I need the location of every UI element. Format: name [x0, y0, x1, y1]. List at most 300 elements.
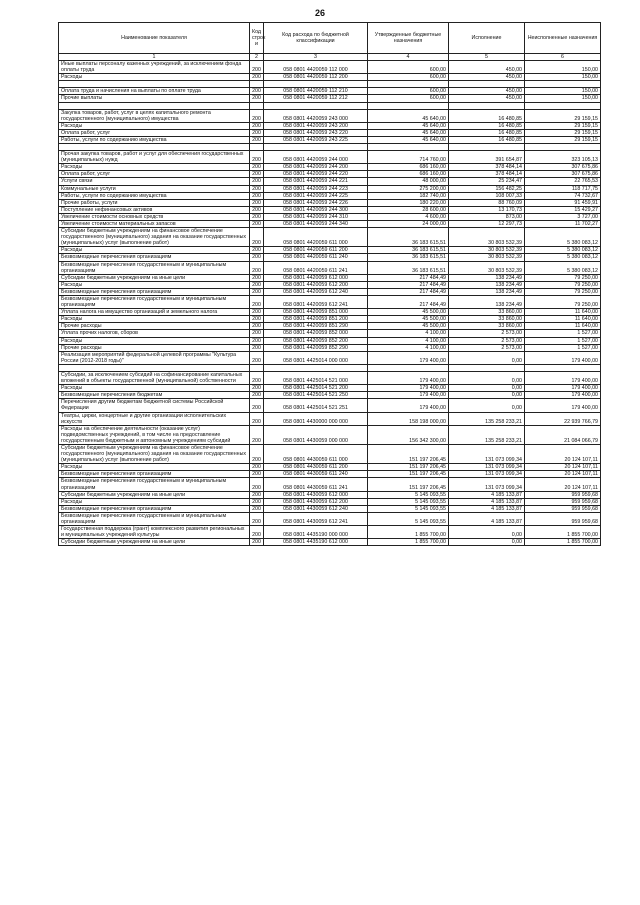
- indicator-name-cell: Безвозмездные перечисления организациям: [59, 471, 250, 478]
- indicator-name-cell: Расходы: [59, 247, 250, 254]
- expense-code-cell: 058 0801 4420059 244 226: [264, 199, 368, 206]
- table-row: [59, 74, 601, 81]
- executed-amount-cell: 138 234,49: [449, 288, 525, 295]
- line-code-cell: 200: [250, 491, 264, 498]
- table-row: [59, 491, 601, 498]
- line-code-cell: 200: [250, 74, 264, 81]
- line-code-cell: 200: [250, 512, 264, 525]
- indicator-name-cell: Расходы: [59, 385, 250, 392]
- unexecuted-amount-cell: 29 159,15: [525, 122, 601, 129]
- unexecuted-amount-cell: [525, 102, 601, 109]
- table-row: [59, 254, 601, 261]
- table-row: [59, 309, 601, 316]
- expense-code-cell: 058 0801 4430059 611 241: [264, 478, 368, 491]
- table-row: [59, 122, 601, 129]
- indicator-name-cell: Прочие расходы: [59, 344, 250, 351]
- indicator-name-cell: Субсидии бюджетным учреждениям на иные цели: [59, 539, 250, 546]
- table-row: [59, 144, 601, 151]
- expense-code-cell: 058 0801 4420059 243 200: [264, 122, 368, 129]
- table-row: [59, 392, 601, 399]
- indicator-name-cell: Расходы: [59, 74, 250, 81]
- table-row: [59, 274, 601, 281]
- approved-amount-cell: 179 400,00: [368, 351, 449, 364]
- indicator-name-cell: Расходы: [59, 464, 250, 471]
- expense-code-cell: 058 0801 4425014 521 250: [264, 392, 368, 399]
- executed-amount-cell: 450,00: [449, 95, 525, 102]
- unexecuted-amount-cell: 29 159,15: [525, 109, 601, 122]
- expense-code-cell: 058 0801 4420059 112 000: [264, 61, 368, 74]
- page-number: 26: [314, 8, 325, 18]
- expense-code-cell: 058 0801 4420059 112 212: [264, 95, 368, 102]
- line-code-cell: 200: [250, 344, 264, 351]
- approved-amount-cell: 28 600,00: [368, 206, 449, 213]
- approved-amount-cell: 179 400,00: [368, 385, 449, 392]
- line-code-cell: 200: [250, 185, 264, 192]
- executed-amount-cell: 450,00: [449, 88, 525, 95]
- line-code-cell: 200: [250, 471, 264, 478]
- expense-code-cell: 058 0801 4420059 612 000: [264, 274, 368, 281]
- line-code-cell: 200: [250, 220, 264, 227]
- unexecuted-amount-cell: 22 939 766,79: [525, 412, 601, 425]
- approved-amount-cell: 45 500,00: [368, 323, 449, 330]
- unexecuted-amount-cell: 118 717,75: [525, 185, 601, 192]
- table-row: [59, 228, 601, 247]
- executed-amount-cell: 131 073 099,34: [449, 444, 525, 463]
- approved-amount-cell: 4 600,00: [368, 213, 449, 220]
- column-number: 4: [368, 54, 449, 61]
- expense-code-cell: 058 0801 4425014 000 000: [264, 351, 368, 364]
- table-row: [59, 95, 601, 102]
- expense-code-cell: 058 0801 4430059 611 000: [264, 444, 368, 463]
- expense-code-cell: 058 0801 4420059 852 200: [264, 337, 368, 344]
- approved-amount-cell: 275 200,00: [368, 185, 449, 192]
- table-row: [59, 364, 601, 371]
- executed-amount-cell: 0,00: [449, 371, 525, 384]
- unexecuted-amount-cell: 1 527,00: [525, 344, 601, 351]
- expense-code-cell: 058 0801 4420059 112 200: [264, 74, 368, 81]
- unexecuted-amount-cell: 5 380 083,12: [525, 228, 601, 247]
- unexecuted-amount-cell: 22 765,53: [525, 178, 601, 185]
- unexecuted-amount-cell: 15 429,27: [525, 206, 601, 213]
- unexecuted-amount-cell: 74 732,67: [525, 192, 601, 199]
- header-line-code: Код строк и: [250, 23, 264, 54]
- executed-amount-cell: 30 803 532,39: [449, 228, 525, 247]
- unexecuted-amount-cell: 1 855 700,00: [525, 539, 601, 546]
- executed-amount-cell: 873,00: [449, 213, 525, 220]
- header-expense-code: Код расхода по бюджетной классификации: [264, 23, 368, 54]
- unexecuted-amount-cell: [525, 81, 601, 88]
- table-row: [59, 136, 601, 143]
- approved-amount-cell: 600,00: [368, 95, 449, 102]
- approved-amount-cell: 45 640,00: [368, 136, 449, 143]
- unexecuted-amount-cell: 20 124 107,11: [525, 471, 601, 478]
- approved-amount-cell: 714 760,00: [368, 151, 449, 164]
- indicator-name-cell: Уплата прочих налогов, сборов: [59, 330, 250, 337]
- header-indicator-name: Наименование показателя: [59, 23, 250, 54]
- executed-amount-cell: 378 484,14: [449, 171, 525, 178]
- approved-amount-cell: 45 640,00: [368, 109, 449, 122]
- table-row: [59, 425, 601, 444]
- header-executed: Исполнение: [449, 23, 525, 54]
- approved-amount-cell: 600,00: [368, 61, 449, 74]
- line-code-cell: [250, 102, 264, 109]
- indicator-name-cell: Оплата труда и начисления на выплаты по оплате труда: [59, 88, 250, 95]
- approved-amount-cell: 156 342 300,00: [368, 425, 449, 444]
- indicator-name-cell: [59, 102, 250, 109]
- table-row: [59, 344, 601, 351]
- executed-amount-cell: 2 573,00: [449, 337, 525, 344]
- table-row: [59, 337, 601, 344]
- table-row: [59, 288, 601, 295]
- unexecuted-amount-cell: 179 400,00: [525, 385, 601, 392]
- approved-amount-cell: 686 160,00: [368, 164, 449, 171]
- executed-amount-cell: 131 073 099,34: [449, 478, 525, 491]
- approved-amount-cell: 600,00: [368, 88, 449, 95]
- indicator-name-cell: Иные выплаты персоналу казенных учреждений, за исключением фонда оплаты труда: [59, 61, 250, 74]
- executed-amount-cell: 0,00: [449, 399, 525, 412]
- table-row: [59, 351, 601, 364]
- line-code-cell: 200: [250, 88, 264, 95]
- indicator-name-cell: Реализация мероприятий федеральной целевой программы "Культура России (2012-2018 годы)": [59, 351, 250, 364]
- indicator-name-cell: Поступление нефинансовых активов: [59, 206, 250, 213]
- approved-amount-cell: 151 197 206,45: [368, 464, 449, 471]
- executed-amount-cell: 16 480,85: [449, 136, 525, 143]
- expense-code-cell: 058 0801 4425014 521 200: [264, 385, 368, 392]
- approved-amount-cell: 45 500,00: [368, 309, 449, 316]
- line-code-cell: [250, 81, 264, 88]
- approved-amount-cell: 179 400,00: [368, 399, 449, 412]
- indicator-name-cell: Расходы: [59, 164, 250, 171]
- indicator-name-cell: Безвозмездные перечисления организациям: [59, 288, 250, 295]
- unexecuted-amount-cell: 150,00: [525, 88, 601, 95]
- unexecuted-amount-cell: 150,00: [525, 74, 601, 81]
- expense-code-cell: 058 0801 4430059 612 240: [264, 505, 368, 512]
- line-code-cell: 200: [250, 109, 264, 122]
- table-row: [59, 109, 601, 122]
- line-code-cell: 200: [250, 178, 264, 185]
- approved-amount-cell: 45 500,00: [368, 316, 449, 323]
- executed-amount-cell: 30 803 532,39: [449, 261, 525, 274]
- unexecuted-amount-cell: 29 159,15: [525, 136, 601, 143]
- line-code-cell: 200: [250, 316, 264, 323]
- expense-code-cell: 058 0801 4430059 611 240: [264, 471, 368, 478]
- table-row: [59, 385, 601, 392]
- executed-amount-cell: 4 185 133,87: [449, 512, 525, 525]
- column-number: 6: [525, 54, 601, 61]
- line-code-cell: 200: [250, 122, 264, 129]
- indicator-name-cell: [59, 81, 250, 88]
- executed-amount-cell: 135 258 233,21: [449, 412, 525, 425]
- line-code-cell: 200: [250, 151, 264, 164]
- indicator-name-cell: Расходы: [59, 498, 250, 505]
- executed-amount-cell: 33 860,00: [449, 316, 525, 323]
- line-code-cell: 200: [250, 323, 264, 330]
- expense-code-cell: 058 0801 4420059 243 000: [264, 109, 368, 122]
- indicator-name-cell: Закупка товаров, работ, услуг в целях капитального ремонта государственного (муниципального) имущества: [59, 109, 250, 122]
- approved-amount-cell: 151 197 206,45: [368, 444, 449, 463]
- indicator-name-cell: Расходы: [59, 122, 250, 129]
- approved-amount-cell: 151 197 206,45: [368, 471, 449, 478]
- approved-amount-cell: 1 855 700,00: [368, 539, 449, 546]
- indicator-name-cell: Расходы: [59, 316, 250, 323]
- table-row: [59, 323, 601, 330]
- expense-code-cell: 058 0801 4420059 852 000: [264, 330, 368, 337]
- expense-code-cell: 058 0801 4420059 244 223: [264, 185, 368, 192]
- approved-amount-cell: [368, 144, 449, 151]
- indicator-name-cell: Расходы на обеспечение деятельности (оказание услуг) подведомственных учреждений, в том числе на предоставление государственным бюджетным и автономным учреждениям субсидий: [59, 425, 250, 444]
- executed-amount-cell: 13 170,73: [449, 206, 525, 213]
- table-row: [59, 151, 601, 164]
- expense-code-cell: 058 0801 4420059 611 200: [264, 247, 368, 254]
- expense-code-cell: 058 0801 4420059 244 300: [264, 206, 368, 213]
- executed-amount-cell: 30 803 532,39: [449, 254, 525, 261]
- table-row: [59, 478, 601, 491]
- expense-code-cell: 058 0801 4420059 244 225: [264, 192, 368, 199]
- line-code-cell: 200: [250, 261, 264, 274]
- approved-amount-cell: 5 145 093,55: [368, 498, 449, 505]
- indicator-name-cell: Субсидии бюджетным учреждениям на иные цели: [59, 491, 250, 498]
- approved-amount-cell: 5 145 093,55: [368, 491, 449, 498]
- approved-amount-cell: 179 400,00: [368, 371, 449, 384]
- executed-amount-cell: [449, 364, 525, 371]
- table-row: [59, 220, 601, 227]
- expense-code-cell: 058 0801 4420059 611 241: [264, 261, 368, 274]
- executed-amount-cell: 108 007,33: [449, 192, 525, 199]
- expense-code-cell: 058 0801 4420059 611 240: [264, 254, 368, 261]
- expense-code-cell: 058 0801 4420059 244 200: [264, 164, 368, 171]
- line-code-cell: 200: [250, 164, 264, 171]
- line-code-cell: 200: [250, 61, 264, 74]
- unexecuted-amount-cell: 21 084 066,79: [525, 425, 601, 444]
- line-code-cell: 200: [250, 95, 264, 102]
- executed-amount-cell: 0,00: [449, 526, 525, 539]
- expense-code-cell: 058 0801 4430059 612 241: [264, 512, 368, 525]
- indicator-name-cell: Расходы: [59, 281, 250, 288]
- executed-amount-cell: 135 258 233,21: [449, 425, 525, 444]
- indicator-name-cell: Расходы: [59, 337, 250, 344]
- unexecuted-amount-cell: 179 400,00: [525, 399, 601, 412]
- expense-code-cell: 058 0801 4430059 611 200: [264, 464, 368, 471]
- column-number: 1: [59, 54, 250, 61]
- executed-amount-cell: 0,00: [449, 385, 525, 392]
- line-code-cell: 200: [250, 296, 264, 309]
- expense-code-cell: 058 0801 4430059 000 000: [264, 425, 368, 444]
- line-code-cell: 200: [250, 228, 264, 247]
- approved-amount-cell: 217 484,49: [368, 274, 449, 281]
- table-row: [59, 526, 601, 539]
- approved-amount-cell: 217 484,49: [368, 288, 449, 295]
- table-row: [59, 213, 601, 220]
- expense-code-cell: 058 0801 4420059 112 210: [264, 88, 368, 95]
- table-row: [59, 185, 601, 192]
- line-code-cell: 200: [250, 213, 264, 220]
- expense-code-cell: 058 0801 4435190 000 000: [264, 526, 368, 539]
- table-row: [59, 88, 601, 95]
- expense-code-cell: 058 0801 4420059 612 200: [264, 281, 368, 288]
- approved-amount-cell: 4 100,00: [368, 330, 449, 337]
- expense-code-cell: 058 0801 4435190 612 000: [264, 539, 368, 546]
- executed-amount-cell: 138 234,49: [449, 296, 525, 309]
- line-code-cell: 200: [250, 412, 264, 425]
- expense-code-cell: 058 0801 4425014 521 000: [264, 371, 368, 384]
- approved-amount-cell: 4 100,00: [368, 344, 449, 351]
- column-number: 5: [449, 54, 525, 61]
- expense-code-cell: 058 0801 4420059 612 241: [264, 296, 368, 309]
- approved-amount-cell: 4 100,00: [368, 337, 449, 344]
- table-row: [59, 81, 601, 88]
- table-row: [59, 61, 601, 74]
- indicator-name-cell: Прочая закупка товаров, работ и услуг для обеспечения государственных (муниципальных) нужд: [59, 151, 250, 164]
- expense-code-cell: 058 0801 4420059 851 290: [264, 323, 368, 330]
- line-code-cell: 200: [250, 136, 264, 143]
- table-row: [59, 512, 601, 525]
- approved-amount-cell: 217 484,49: [368, 296, 449, 309]
- approved-amount-cell: 45 640,00: [368, 122, 449, 129]
- expense-code-cell: 058 0801 4420059 244 000: [264, 151, 368, 164]
- expense-code-cell: 058 0801 4420059 612 240: [264, 288, 368, 295]
- line-code-cell: 200: [250, 199, 264, 206]
- executed-amount-cell: 0,00: [449, 351, 525, 364]
- unexecuted-amount-cell: 11 640,00: [525, 309, 601, 316]
- indicator-name-cell: Безвозмездные перечисления государственным и муниципальным организациям: [59, 512, 250, 525]
- unexecuted-amount-cell: 1 527,00: [525, 337, 601, 344]
- expense-code-cell: 058 0801 4420059 851 000: [264, 309, 368, 316]
- line-code-cell: 200: [250, 505, 264, 512]
- executed-amount-cell: 2 573,00: [449, 344, 525, 351]
- unexecuted-amount-cell: 5 380 083,12: [525, 261, 601, 274]
- indicator-name-cell: Работы, услуги по содержанию имущества: [59, 136, 250, 143]
- indicator-name-cell: Оплата работ, услуг: [59, 171, 250, 178]
- unexecuted-amount-cell: 179 400,00: [525, 351, 601, 364]
- executed-amount-cell: 4 185 133,87: [449, 505, 525, 512]
- indicator-name-cell: [59, 364, 250, 371]
- indicator-name-cell: Безвозмездные перечисления государственным и муниципальным организациям: [59, 478, 250, 491]
- expense-code-cell: 058 0801 4420059 244 220: [264, 171, 368, 178]
- table-row: [59, 412, 601, 425]
- indicator-name-cell: Перечисления другим бюджетам бюджетной системы Российской Федерации: [59, 399, 250, 412]
- unexecuted-amount-cell: 323 105,13: [525, 151, 601, 164]
- indicator-name-cell: Уплата налога на имущество организаций и земельного налога: [59, 309, 250, 316]
- approved-amount-cell: 36 183 615,51: [368, 261, 449, 274]
- table-row: [59, 178, 601, 185]
- executed-amount-cell: 450,00: [449, 74, 525, 81]
- indicator-name-cell: Безвозмездные перечисления бюджетам: [59, 392, 250, 399]
- expense-code-cell: [264, 144, 368, 151]
- table-row: [59, 498, 601, 505]
- expense-code-cell: 058 0801 4430059 612 000: [264, 491, 368, 498]
- indicator-name-cell: Прочие расходы: [59, 323, 250, 330]
- unexecuted-amount-cell: 79 250,00: [525, 274, 601, 281]
- indicator-name-cell: Субсидии бюджетным учреждениям на финансовое обеспечение государственного (муниципального) задания на оказание государственных (муниципальных) услуг (выполнение работ): [59, 228, 250, 247]
- unexecuted-amount-cell: 3 727,00: [525, 213, 601, 220]
- indicator-name-cell: Безвозмездные перечисления государственным и муниципальным организациям: [59, 296, 250, 309]
- line-code-cell: 200: [250, 337, 264, 344]
- column-number-row: [59, 54, 601, 61]
- expense-code-cell: 058 0801 4420059 244 340: [264, 220, 368, 227]
- indicator-name-cell: Безвозмездные перечисления государственным и муниципальным организациям: [59, 261, 250, 274]
- line-code-cell: 200: [250, 498, 264, 505]
- unexecuted-amount-cell: 179 400,00: [525, 392, 601, 399]
- approved-amount-cell: 36 183 615,51: [368, 247, 449, 254]
- table-row: [59, 261, 601, 274]
- unexecuted-amount-cell: [525, 144, 601, 151]
- unexecuted-amount-cell: 11 702,27: [525, 220, 601, 227]
- executed-amount-cell: 131 073 099,34: [449, 471, 525, 478]
- executed-amount-cell: 4 185 133,87: [449, 498, 525, 505]
- unexecuted-amount-cell: 959 959,68: [525, 512, 601, 525]
- executed-amount-cell: 16 480,85: [449, 109, 525, 122]
- expense-code-cell: 058 0801 4420059 851 200: [264, 316, 368, 323]
- expense-code-cell: [264, 102, 368, 109]
- executed-amount-cell: 16 480,85: [449, 129, 525, 136]
- table-row: [59, 129, 601, 136]
- line-code-cell: 200: [250, 281, 264, 288]
- unexecuted-amount-cell: 150,00: [525, 61, 601, 74]
- unexecuted-amount-cell: 959 959,68: [525, 505, 601, 512]
- unexecuted-amount-cell: 29 159,15: [525, 129, 601, 136]
- indicator-name-cell: Безвозмездные перечисления организациям: [59, 505, 250, 512]
- line-code-cell: 200: [250, 206, 264, 213]
- indicator-name-cell: Субсидии бюджетным учреждениям на иные цели: [59, 274, 250, 281]
- executed-amount-cell: 156 482,25: [449, 185, 525, 192]
- executed-amount-cell: 391 654,87: [449, 151, 525, 164]
- indicator-name-cell: Субсидии, за исключением субсидий на софинансирование капитальных вложений в объекты государственной (муниципальной) собственности: [59, 371, 250, 384]
- column-number: 2: [250, 54, 264, 61]
- line-code-cell: 200: [250, 385, 264, 392]
- approved-amount-cell: 600,00: [368, 74, 449, 81]
- executed-amount-cell: [449, 144, 525, 151]
- expense-code-cell: 058 0801 4430059 612 200: [264, 498, 368, 505]
- unexecuted-amount-cell: 307 675,86: [525, 164, 601, 171]
- expense-code-cell: [264, 364, 368, 371]
- executed-amount-cell: 131 073 099,34: [449, 464, 525, 471]
- line-code-cell: 200: [250, 288, 264, 295]
- unexecuted-amount-cell: 20 124 107,11: [525, 444, 601, 463]
- executed-amount-cell: 2 573,00: [449, 330, 525, 337]
- executed-amount-cell: 33 860,00: [449, 309, 525, 316]
- table-row: [59, 471, 601, 478]
- executed-amount-cell: 0,00: [449, 392, 525, 399]
- executed-amount-cell: 88 760,09: [449, 199, 525, 206]
- unexecuted-amount-cell: 179 400,00: [525, 371, 601, 384]
- table-row: [59, 539, 601, 546]
- indicator-name-cell: Работы, услуги по содержанию имущества: [59, 192, 250, 199]
- unexecuted-amount-cell: 79 250,00: [525, 296, 601, 309]
- approved-amount-cell: 180 220,00: [368, 199, 449, 206]
- approved-amount-cell: 5 145 093,55: [368, 505, 449, 512]
- table-row: [59, 505, 601, 512]
- unexecuted-amount-cell: 959 959,68: [525, 491, 601, 498]
- approved-amount-cell: 217 484,49: [368, 281, 449, 288]
- expense-code-cell: 058 0801 4420059 243 220: [264, 129, 368, 136]
- header-approved: Утвержденные бюджетные назначения: [368, 23, 449, 54]
- executed-amount-cell: 138 234,49: [449, 281, 525, 288]
- line-code-cell: 200: [250, 330, 264, 337]
- indicator-name-cell: [59, 144, 250, 151]
- executed-amount-cell: 378 484,14: [449, 164, 525, 171]
- approved-amount-cell: 24 000,00: [368, 220, 449, 227]
- table-row: [59, 444, 601, 463]
- approved-amount-cell: 45 640,00: [368, 129, 449, 136]
- expense-code-cell: 058 0801 4425014 521 251: [264, 399, 368, 412]
- approved-amount-cell: 1 855 700,00: [368, 526, 449, 539]
- approved-amount-cell: 5 145 093,55: [368, 512, 449, 525]
- table-row: [59, 316, 601, 323]
- table-row: [59, 199, 601, 206]
- indicator-name-cell: Оплата работ, услуг: [59, 129, 250, 136]
- expense-code-cell: 058 0801 4420059 244 221: [264, 178, 368, 185]
- line-code-cell: 200: [250, 399, 264, 412]
